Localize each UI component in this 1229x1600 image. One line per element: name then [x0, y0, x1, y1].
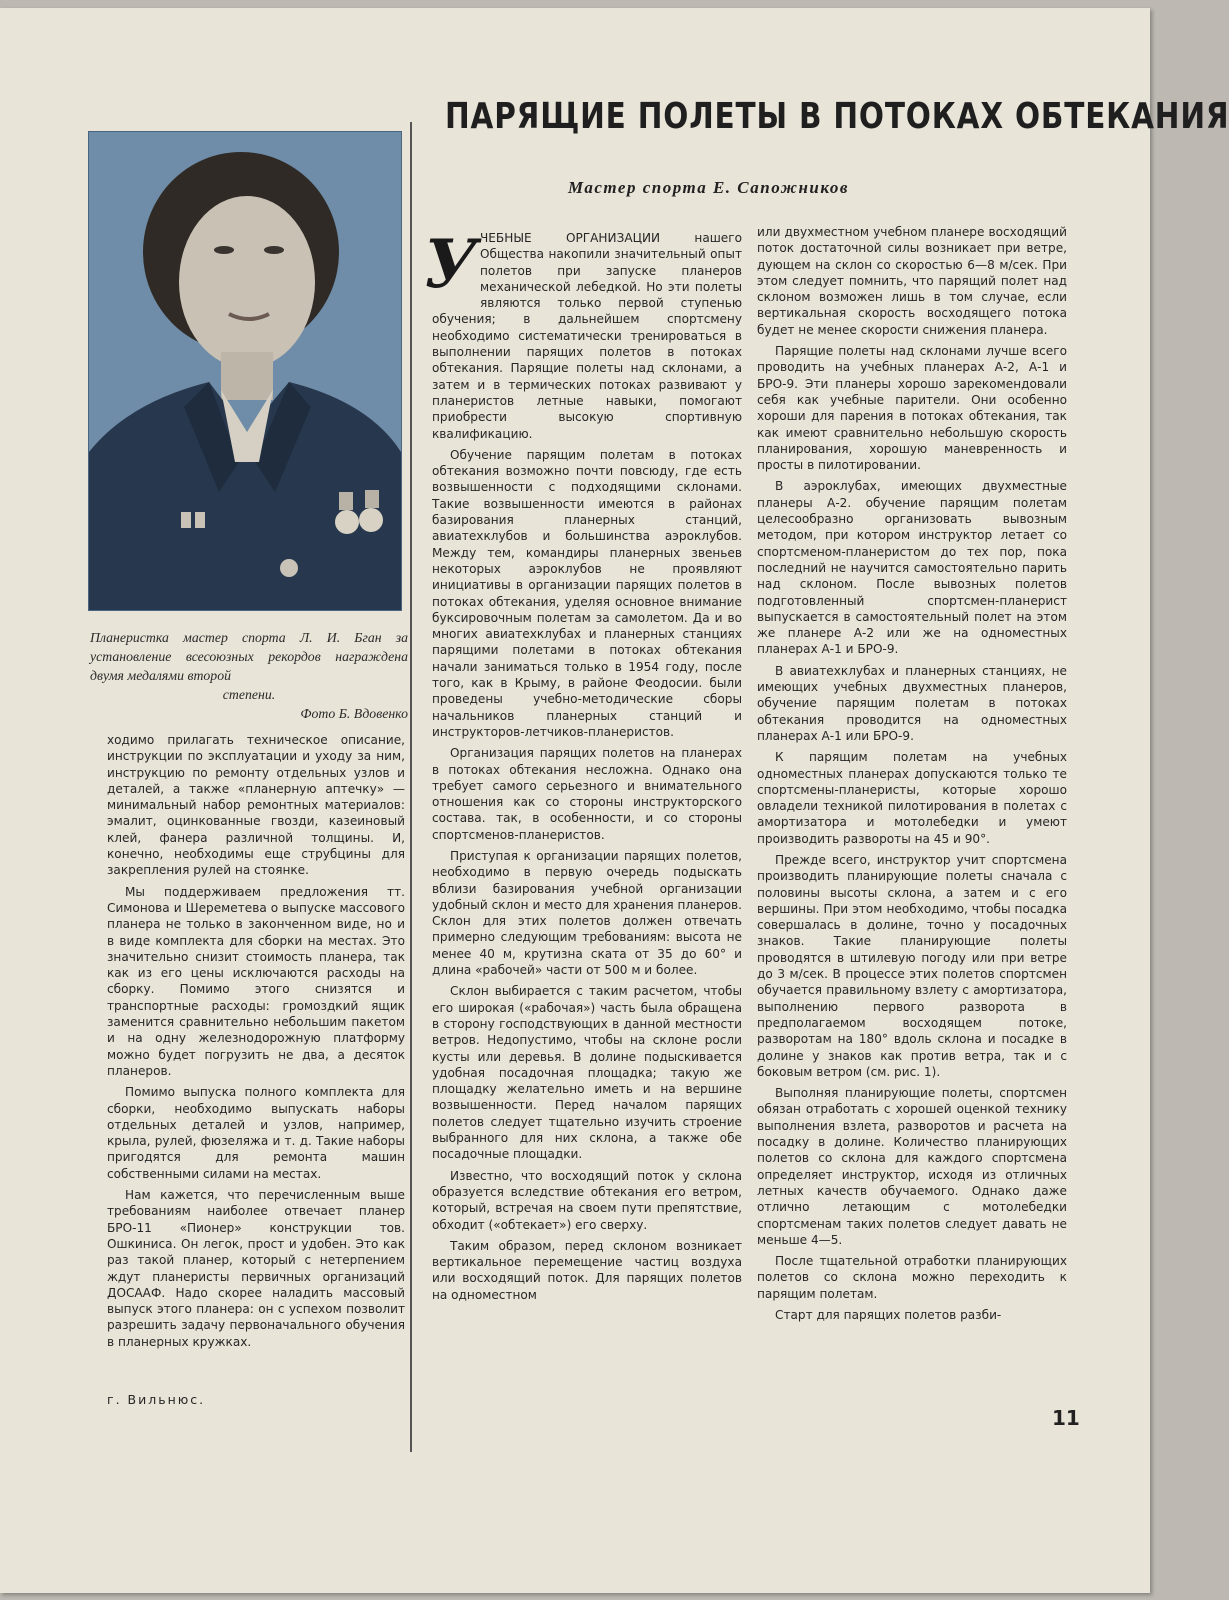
portrait-illustration: [89, 132, 401, 610]
article-author: Мастер спорта Е. Сапожников: [568, 178, 849, 197]
page-number: 11: [1052, 1406, 1080, 1430]
caption-text-end: степени.: [222, 687, 276, 702]
paragraph: Нам кажется, что перечисленным выше требованиям наиболее отвечает планер БРО-11 «Пионер» конструкции тов. Ошкиниса. Он легок, прост и удобен. Это как раз такой планер, который с нетерпением ждут планеристы первичных организаций ДОСААФ. Надо скорее наладить массовый выпуск этого планера: он с успехом позволит разрешить задачу первоначального обучения в планерных кружках.: [107, 1188, 405, 1349]
article-title: ПАРЯЩИЕ ПОЛЕТЫ В ПОТОКАХ ОБТЕКАНИЯ: [445, 96, 1229, 137]
paragraph: Обучение парящим полетам в потоках обтекания возможно почти повсюду, где есть возвышенности с подходящими склонами. Такие возвышенности имеются в районах базирования планерных станций, авиатехклубов и большинства аэроклубов. Между тем, командиры планерных звеньев некоторых аэроклубов не проявляют инициативы в организации парящих полетов в потоках обтекания, уделяя основное внимание буксировочным полетам за самолетом. Да и во многих авиатехклубах и планерных станциях парящими полетами в потоках обтекания начали заниматься только в 1954 году, после того, как в Крыму, в районе Феодосии. были проведены учебно-методические сборы начальников планерных станций и инструкторов-летчиков-планеристов.: [432, 447, 742, 739]
caption-text: Планеристка мастер спорта Л. И. Бган за установление всесоюзных рекордов награждена двумя медалями второй: [90, 630, 408, 683]
portrait-photo: [88, 131, 402, 611]
article-column-1: [424, 225, 742, 1308]
article-column-2: [757, 224, 1067, 1328]
paragraph: Прежде всего, инструктор учит спортсмена производить планирующие полеты сначала с половины высоты склона, а затем и с его вершины. При этом необходимо, чтобы посадка совершалась в долине, точно у посадочных знаков. Такие планирующие полеты проводятся в штилевую погоду или при ветре до 3 м/сек. В процессе этих полетов спортсмен обучается правильному взлету с амортизатора, выполнению первого разворота в предполагаемом восходящем потоке, разворотам на 180° вдоль склона и посадке в долине у знаков как против ветра, так и с боковым ветром (см. рис. 1).: [757, 852, 1067, 1079]
paragraph-lead: [424, 225, 742, 442]
paragraph: Мы поддерживаем предложения тт. Симонова и Шереметева о выпуске массового планера не только в законченном виде, но и в виде комплекта для сборки на местах. Это значительно снизит стоимость планера, так как из его цены исключаются расходы на сборку. Помимо этого снизятся и транспортные расходы: громоздкий ящик заменится сравнительно небольшим пакетом и на одну железнодорожную платформу можно будет погрузить не два, а десяток планеров.: [107, 884, 405, 1078]
paragraph: Парящие полеты над склонами лучше всего проводить на учебных планерах А-2, А-1 и БРО-9. Эти планеры хорошо зарекомендовали себя как учебные парители. Они особенно хороши для парения в потоках обтекания, так как имеют сравнительно небольшую скорость планирования, хорошую маневренность и просты в пилотировании.: [757, 344, 1067, 473]
paragraph: Склон выбирается с таким расчетом, чтобы его широкая («рабочая») часть была обращена в сторону господствующих в данной местности ветров. Недопустимо, чтобы на склоне росли кусты или деревья. В долине подыскивается удобная посадочная площадка; такую же площадку желательно иметь и на вершине возвышенности. Перед началом парящих полетов следует тщательно изучить строение выбранного для них склона, а также обе посадочные площадки.: [432, 984, 742, 1162]
paragraph: В авиатехклубах и планерных станциях, не имеющих учебных двухместных планеров, обучение парящим полетам в потоках обтекания проводится на одноместных планерах А-1 или БРО-9.: [757, 663, 1067, 743]
paragraph: или двухместном учебном планере восходящий поток достаточной силы возникает при ветре, дующем на склон со скоростью 6—8 м/сек. При этом следует помнить, что парящий полет над склоном возможен лишь в том случае, если вертикальная скорость восходящего потока будет не менее скорости снижения планера.: [757, 225, 1067, 337]
photo-caption: [90, 628, 408, 723]
photo-credit: Фото Б. Вдовенко: [300, 706, 408, 721]
paragraph: ходимо прилагать техническое описание, инструкции по эксплуатации и уходу за ним, инструкцию по ремонту отдельных узлов и деталей, а также «планерную аптечку» — минимальный набор ремонтных материалов: эмалит, оцинкованные гвозди, казеиновый клей, фанера различной толщины. И, конечно, необходимы еще струбцины для закрепления рулей на стоянке.: [107, 733, 405, 878]
lead-text: ЧЕБНЫЕ ОРГАНИЗАЦИИ нашего Общества накопили значительный опыт полетов при запуске планеров механической лебедкой. Но эти полеты являются только первой ступенью обучения; в дальнейшем спортсмену необходимо систематически тренироваться в выполнении парящих полетов в потоках обтекания. Парящие полеты над склонами, а затем и в термических потоках развивают у планеристов летные навыки, помогают приобрести высокую спортивную квалификацию.: [432, 231, 742, 441]
signoff: г. Вильнюс.: [107, 1392, 206, 1407]
paragraph: К парящим полетам на учебных одноместных планерах допускаются только те спортсмены-планеристы, которые хорошо овладели техникой пилотирования в полетах с амортизатора и мотолебедки и умеют производить развороты на 45 и 90°.: [757, 750, 1067, 846]
magazine-page: [0, 8, 1229, 1593]
drop-cap: У: [424, 225, 478, 303]
paragraph: В аэроклубах, имеющих двухместные планеры А-2. обучение парящим полетам целесообразно организовать вывозным методом, при котором инструктор летает со спортсменом-планеристом до тех пор, пока последний не научится самостоятельно парить над склоном. После вывозных полетов подготовленный спортсмен-планерист выпускается в самостоятельный полет на этом же планере А-2 или же на одноместных планерах А-1 и БРО-9.: [757, 479, 1067, 657]
paragraph: Организация парящих полетов на планерах в потоках обтекания несложна. Однако она требует самого серьезного и внимательного отношения как со стороны инструкторского состава. так, в особенности, и со стороны спортсменов-планеристов.: [432, 746, 742, 842]
paragraph: Таким образом, перед склоном возникает вертикальное перемещение частиц воздуха или восходящий поток. Для парящих полетов на одноместном: [432, 1238, 742, 1302]
column-divider: [410, 122, 412, 1452]
paragraph: Выполняя планирующие полеты, спортсмен обязан отработать с хорошей оценкой технику выполнения взлета, разворотов и расчета на посадку в долине. Количество планирующих полетов со склона для каждого спортсмена определяет инструктор, исходя из отличных летных качеств обучаемого. Однако даже отлично летающим с мотолебедки спортсменам таких полетов следует давать не меньше 4—5.: [757, 1086, 1067, 1247]
paragraph: После тщательной отработки планирующих полетов со склона можно переходить к парящим полетам.: [757, 1254, 1067, 1301]
paragraph: Известно, что восходящий поток у склона образуется вследствие обтекания его ветром, который, встречая на своем пути препятствие, обходит («обтекает») его сверху.: [432, 1168, 742, 1232]
paragraph: Приступая к организации парящих полетов, необходимо в первую очередь подыскать вблизи базирования учебной организации удобный склон и место для хранения планеров. Склон для этих полетов должен отвечать примерно следующим требованиям: высота не менее 40 м, крутизна ската от 35 до 60° и длина «рабочей» части от 500 м и более.: [432, 848, 742, 978]
paragraph: Помимо выпуска полного комплекта для сборки, необходимо выпускать наборы отдельных деталей и узлов, например, крыла, рулей, фюзеляжа и т. д. Такие наборы пригодятся для ремонта машин собственными силами на местах.: [107, 1085, 405, 1181]
paragraph: Старт для парящих полетов разби-: [775, 1308, 1002, 1322]
sidebar-article-column: [107, 732, 405, 1355]
